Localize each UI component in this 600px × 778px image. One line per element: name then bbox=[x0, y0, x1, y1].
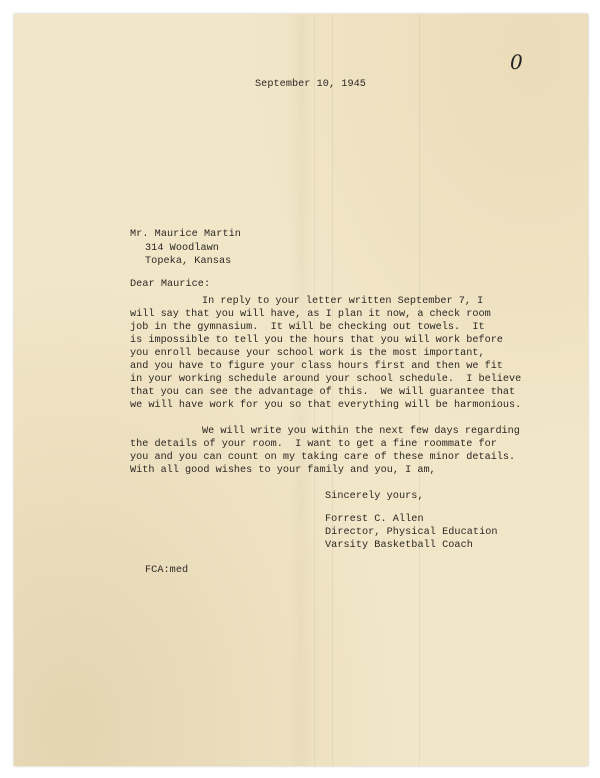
paragraph-line: you enroll because your school work is the most important, bbox=[130, 348, 485, 359]
salutation: Dear Maurice: bbox=[130, 279, 211, 290]
signer-title: Director, Physical Education bbox=[325, 527, 498, 538]
paragraph-line: and you have to figure your class hours first and then we fit bbox=[130, 361, 503, 372]
signer-title: Varsity Basketball Coach bbox=[325, 540, 473, 551]
typist-initials: FCA:med bbox=[145, 565, 189, 576]
paragraph-line: the details of your room. I want to get a fine roommate for bbox=[130, 439, 497, 450]
paragraph-line: In reply to your letter written September 7, I bbox=[202, 296, 484, 307]
page-mark: 0 bbox=[510, 50, 523, 74]
signer-name: Forrest C. Allen bbox=[325, 514, 424, 525]
paragraph-line: in your working schedule around your school schedule. I believe bbox=[130, 374, 522, 385]
paragraph-line: will say that you will have, as I plan it now, a check room bbox=[130, 309, 491, 320]
paragraph-line: We will write you within the next few days regarding bbox=[202, 426, 520, 437]
paragraph-line: that you can see the advantage of this. We will guarantee that bbox=[130, 387, 516, 398]
recipient-name: Mr. Maurice Martin bbox=[130, 229, 241, 240]
closing: Sincerely yours, bbox=[325, 491, 424, 502]
letter-date: September 10, 1945 bbox=[255, 79, 366, 90]
recipient-city: Topeka, Kansas bbox=[145, 256, 232, 267]
recipient-street: 314 Woodlawn bbox=[145, 243, 219, 254]
paragraph-line: you and you can count on my taking care of these minor details. bbox=[130, 452, 516, 463]
paragraph-line: job in the gymnasium. It will be checking out towels. It bbox=[130, 322, 485, 333]
paragraph-line: is impossible to tell you the hours that you will work before bbox=[130, 335, 503, 346]
paragraph-line: With all good wishes to your family and you, I am, bbox=[130, 465, 436, 476]
paragraph-line: we will have work for you so that everything will be harmonious. bbox=[130, 400, 522, 411]
